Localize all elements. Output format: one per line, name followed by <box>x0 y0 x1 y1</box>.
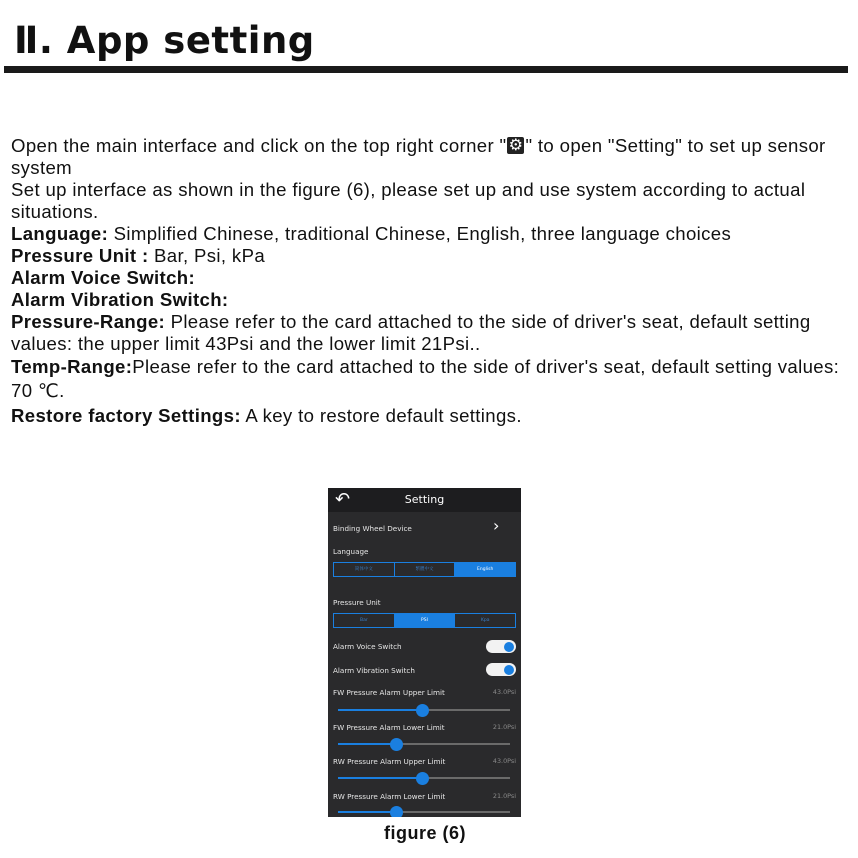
instructions <box>11 135 851 427</box>
settings-screenshot <box>328 488 521 817</box>
slider-fill <box>338 811 396 813</box>
slider-value: 43.0Psi <box>492 757 516 765</box>
slider-fill <box>338 777 422 779</box>
restore-item: Restore factory Settings: A key to restore default settings. <box>11 405 522 426</box>
slider-value: 43.0Psi <box>492 688 516 696</box>
binding-wheel-device-label[interactable]: Binding Wheel Device <box>333 524 412 533</box>
language-option[interactable]: English <box>455 563 515 576</box>
pressure-range-item: Pressure-Range: Please refer to the card attached to the side of driver's seat, default setting values: the upper limit 43Psi and the lower limit 21Psi.. <box>11 311 811 354</box>
chevron-right-icon[interactable]: › <box>493 516 500 535</box>
alarm-voice-item: Alarm Voice Switch: <box>11 267 196 288</box>
settings-topbar <box>328 488 521 512</box>
slider-label: FW Pressure Alarm Upper Limit <box>333 688 445 697</box>
alarm-vibration-item: Alarm Vibration Switch: <box>11 289 229 310</box>
gear-icon <box>507 137 524 154</box>
alarm-vibration-switch-label: Alarm Vibration Switch <box>333 666 415 675</box>
slider-knob[interactable] <box>390 738 403 751</box>
alarm-vibration-toggle[interactable] <box>486 663 516 676</box>
pressure-unit-segmented-control[interactable] <box>333 613 516 628</box>
slider-knob[interactable] <box>390 806 403 818</box>
pressure-slider[interactable] <box>338 709 510 711</box>
slider-fill <box>338 743 396 745</box>
pressure-unit-option[interactable]: Bar <box>334 614 395 627</box>
section-heading <box>14 14 315 66</box>
back-arrow-icon[interactable]: ↶ <box>335 489 351 510</box>
language-option[interactable]: 简体中文 <box>334 563 395 576</box>
instruction-setup: Set up interface as shown in the figure (6), please set up and use system according to actual situations. <box>11 179 806 222</box>
slider-value: 21.0Psi <box>492 792 516 800</box>
pressure-slider[interactable] <box>338 743 510 745</box>
temp-range-item: Temp-Range:Please refer to the card attached to the side of driver's seat, default setting values: 70 ℃. <box>11 356 840 401</box>
slider-knob[interactable] <box>416 704 429 717</box>
figure-caption: figure (6) <box>383 823 466 843</box>
section-title: Ⅱ. App setting <box>14 18 315 62</box>
slider-label: RW Pressure Alarm Lower Limit <box>333 792 446 801</box>
pressure-unit-label: Pressure Unit <box>333 598 381 607</box>
slider-value: 21.0Psi <box>492 723 516 731</box>
pressure-slider[interactable] <box>338 811 510 813</box>
slider-label: FW Pressure Alarm Lower Limit <box>333 723 445 732</box>
language-option[interactable]: 繁體中文 <box>395 563 456 576</box>
instruction-open-settings: Open the main interface and click on the top right corner "⚙ " to open "Setting" to set up sensor system <box>11 135 851 179</box>
pressure-unit-item: Pressure Unit : Bar, Psi, kPa <box>11 245 266 266</box>
language-label: Language <box>333 547 369 556</box>
pressure-unit-option[interactable]: Kpa <box>480 618 490 623</box>
language-segmented-control[interactable] <box>333 562 516 577</box>
slider-label: RW Pressure Alarm Upper Limit <box>333 757 446 766</box>
settings-title: Setting <box>404 493 445 506</box>
pressure-slider[interactable] <box>338 777 510 779</box>
slider-knob[interactable] <box>416 772 429 785</box>
heading-rule <box>4 66 848 73</box>
slider-fill <box>338 709 422 711</box>
alarm-voice-toggle[interactable] <box>486 640 516 653</box>
pressure-unit-option[interactable]: PSI <box>395 614 456 627</box>
language-item: Language: Simplified Chinese, traditional Chinese, English, three language choices <box>11 223 732 244</box>
alarm-voice-switch-label: Alarm Voice Switch <box>333 642 402 651</box>
